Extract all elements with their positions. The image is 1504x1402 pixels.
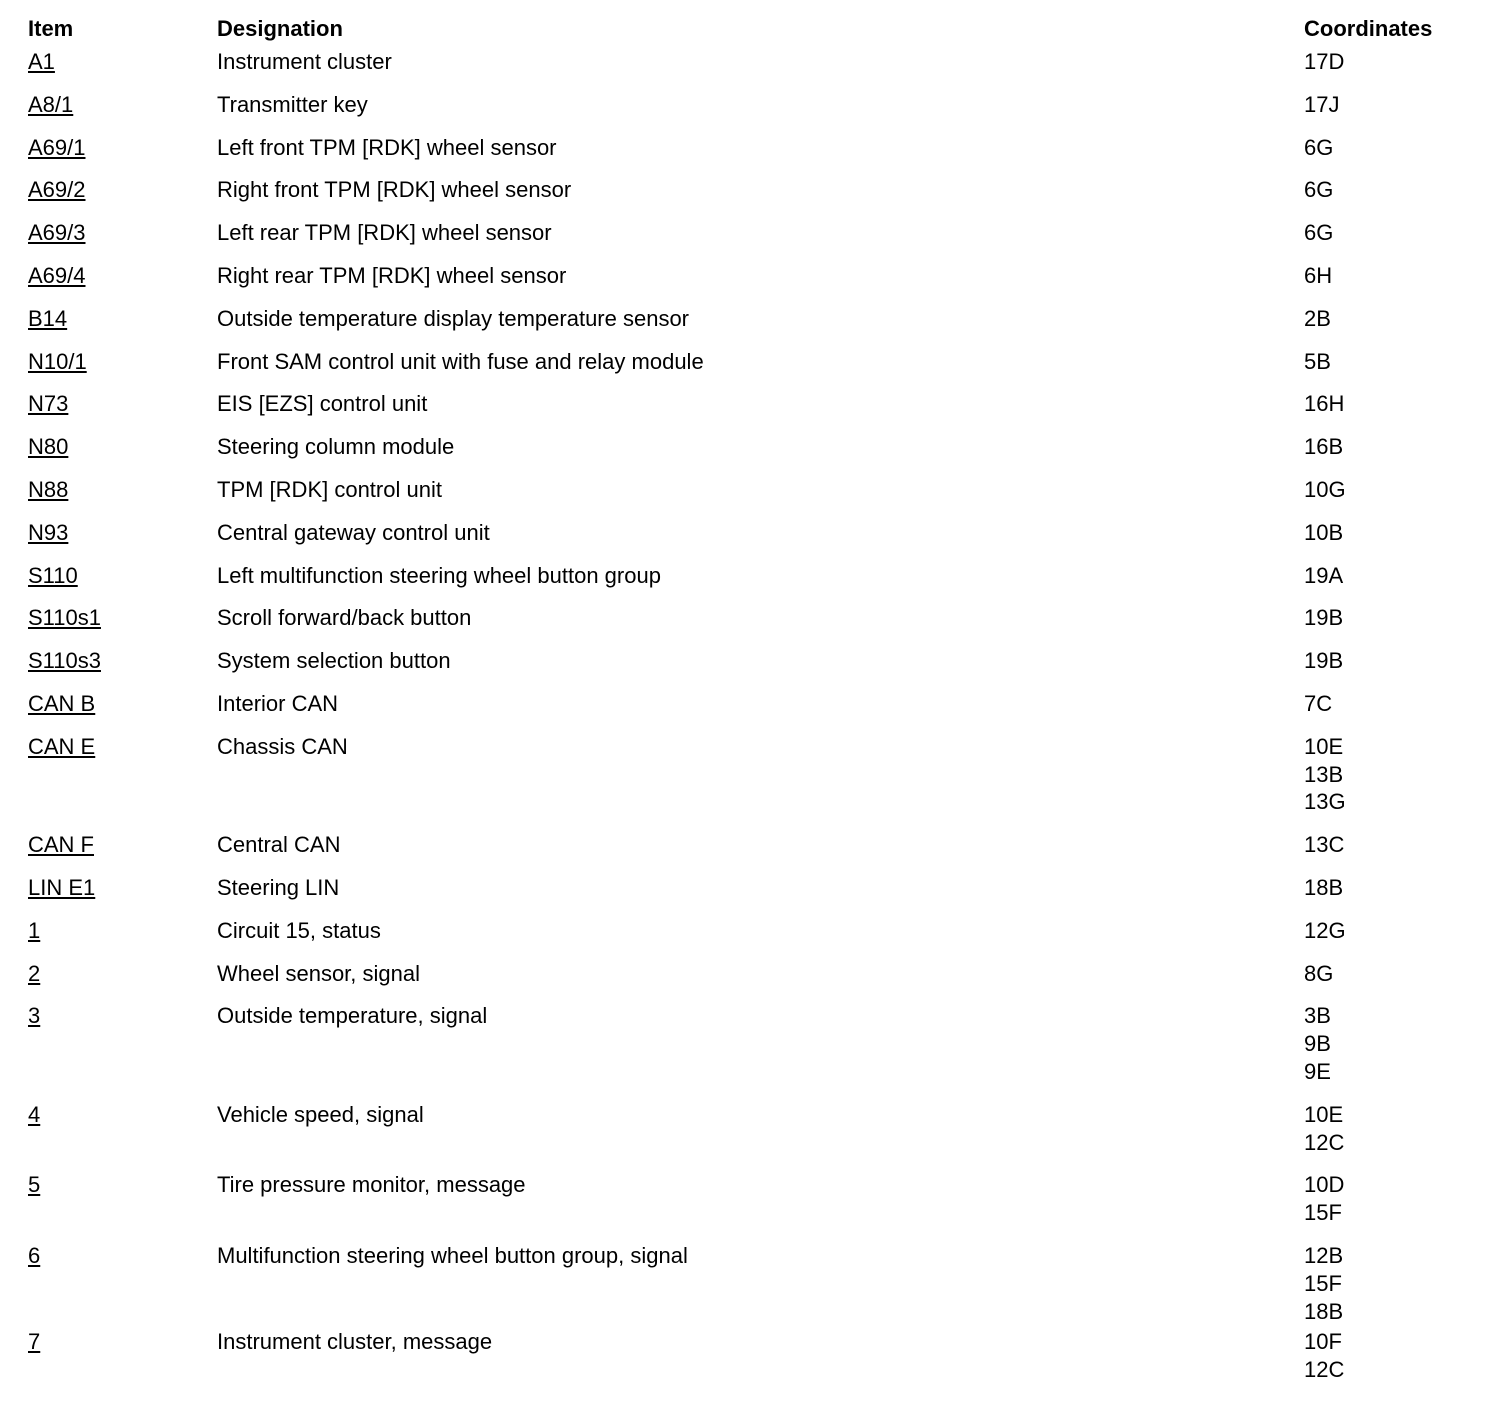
- coordinates-cell: [1304, 305, 1488, 333]
- designation-cell: TPM [RDK] control unit: [217, 476, 442, 502]
- coordinates-cell: [1304, 348, 1488, 376]
- coordinate-value: 12C: [1304, 1357, 1345, 1383]
- coordinate-value: 3B: [1304, 1003, 1331, 1029]
- coordinate-value: 10E: [1304, 1101, 1344, 1127]
- designation-cell: Central gateway control unit: [217, 519, 490, 545]
- item-link[interactable]: N93: [28, 519, 69, 545]
- item-link[interactable]: A69/1: [28, 134, 86, 160]
- coordinates-cell: [1304, 476, 1488, 504]
- item-link[interactable]: 4: [28, 1101, 41, 1127]
- coordinate-value: 13C: [1304, 832, 1345, 858]
- designation-cell: Steering LIN: [217, 874, 340, 900]
- coordinate-value: 19B: [1304, 648, 1344, 674]
- item-link[interactable]: N10/1: [28, 348, 87, 374]
- item-link[interactable]: CAN B: [28, 690, 96, 716]
- header-designation: Designation: [217, 16, 343, 41]
- table-row: [28, 690, 1488, 718]
- coordinates-cell: [1304, 176, 1488, 204]
- table-row: [28, 262, 1488, 290]
- table-row: [28, 176, 1488, 204]
- coordinates-cell: [1304, 390, 1488, 418]
- header-item: Item: [28, 16, 74, 41]
- table-row: [28, 1242, 1488, 1325]
- table-body: [28, 48, 1488, 1384]
- item-link[interactable]: 5: [28, 1172, 41, 1198]
- coordinates-cell: [1304, 433, 1488, 461]
- designation-cell: Steering column module: [217, 434, 455, 460]
- designation-cell: Tire pressure monitor, message: [217, 1172, 526, 1198]
- coordinate-value: 19B: [1304, 605, 1344, 631]
- item-link[interactable]: A8/1: [28, 91, 74, 117]
- coordinate-value: 10D: [1304, 1172, 1345, 1198]
- coordinate-value: 17J: [1304, 91, 1340, 117]
- coordinates-cell: [1304, 1242, 1488, 1325]
- item-link[interactable]: 1: [28, 917, 41, 943]
- designation-cell: Scroll forward/back button: [217, 605, 472, 631]
- table-row: [28, 519, 1488, 547]
- coordinate-value: 13B: [1304, 761, 1344, 787]
- coordinates-cell: [1304, 647, 1488, 675]
- coordinate-value: 12G: [1304, 917, 1346, 943]
- item-link[interactable]: 3: [28, 1003, 41, 1029]
- designation-cell: EIS [EZS] control unit: [217, 391, 428, 417]
- table-row: [28, 219, 1488, 247]
- coordinate-value: 9B: [1304, 1031, 1331, 1057]
- header-coordinates: Coordinates: [1304, 16, 1433, 41]
- designation-cell: Vehicle speed, signal: [217, 1101, 424, 1127]
- designation-cell: Outside temperature, signal: [217, 1003, 488, 1029]
- table-row: [28, 831, 1488, 859]
- designation-cell: Left rear TPM [RDK] wheel sensor: [217, 220, 552, 246]
- table-row: [28, 960, 1488, 988]
- coordinate-value: 12C: [1304, 1129, 1345, 1155]
- item-link[interactable]: A69/3: [28, 220, 86, 246]
- table-row: [28, 1328, 1488, 1384]
- coordinates-cell: [1304, 733, 1488, 816]
- item-link[interactable]: N80: [28, 434, 69, 460]
- item-link[interactable]: LIN E1: [28, 874, 96, 900]
- coordinate-value: 10F: [1304, 1329, 1342, 1355]
- coordinate-value: 12B: [1304, 1242, 1344, 1268]
- item-link[interactable]: S110s3: [28, 648, 101, 674]
- table-row: [28, 48, 1488, 76]
- coordinate-value: 15F: [1304, 1200, 1342, 1226]
- item-link[interactable]: CAN F: [28, 832, 94, 858]
- coordinate-value: 6G: [1304, 177, 1334, 203]
- table-row: [28, 1101, 1488, 1157]
- coordinates-cell: [1304, 690, 1488, 718]
- table-header: [28, 12, 1488, 48]
- coordinates-cell: [1304, 562, 1488, 590]
- item-link[interactable]: A1: [28, 49, 55, 74]
- designation-cell: System selection button: [217, 648, 451, 674]
- coordinate-value: 2B: [1304, 305, 1331, 331]
- coordinate-value: 15F: [1304, 1270, 1342, 1296]
- designation-cell: Front SAM control unit with fuse and relay module: [217, 348, 704, 374]
- coordinates-cell: [1304, 1171, 1488, 1227]
- coordinates-cell: [1304, 262, 1488, 290]
- table-row: [28, 917, 1488, 945]
- coordinate-value: 10E: [1304, 733, 1344, 759]
- coordinates-cell: [1304, 48, 1488, 76]
- designation-cell: Instrument cluster, message: [217, 1329, 493, 1355]
- designation-cell: Wheel sensor, signal: [217, 960, 420, 986]
- designation-cell: Chassis CAN: [217, 733, 348, 759]
- legend-table: [28, 12, 1488, 1387]
- coordinate-value: 7C: [1304, 690, 1333, 716]
- coordinates-cell: [1304, 134, 1488, 162]
- item-link[interactable]: A69/4: [28, 262, 86, 288]
- coordinate-value: 18B: [1304, 1298, 1344, 1324]
- item-link[interactable]: N88: [28, 476, 69, 502]
- item-link[interactable]: 6: [28, 1242, 41, 1268]
- coordinates-cell: [1304, 219, 1488, 247]
- designation-cell: Left multifunction steering wheel button group: [217, 562, 661, 588]
- designation-cell: Central CAN: [217, 832, 341, 858]
- table-row: [28, 134, 1488, 162]
- item-link[interactable]: 7: [28, 1329, 41, 1355]
- designation-cell: Interior CAN: [217, 690, 339, 716]
- coordinate-value: 17D: [1304, 49, 1345, 74]
- table-row: [28, 733, 1488, 816]
- coordinates-cell: [1304, 960, 1488, 988]
- table-row: [28, 91, 1488, 119]
- coordinate-value: 6H: [1304, 262, 1333, 288]
- coordinates-cell: [1304, 91, 1488, 119]
- item-link[interactable]: A69/2: [28, 177, 86, 203]
- table-row: [28, 433, 1488, 461]
- designation-cell: Right rear TPM [RDK] wheel sensor: [217, 262, 567, 288]
- coordinates-cell: [1304, 831, 1488, 859]
- table-row: [28, 604, 1488, 632]
- table-row: [28, 874, 1488, 902]
- coordinate-value: 9E: [1304, 1058, 1331, 1084]
- coordinate-value: 6G: [1304, 220, 1334, 246]
- coordinate-value: 8G: [1304, 960, 1334, 986]
- coordinate-value: 6G: [1304, 134, 1334, 160]
- item-link[interactable]: N73: [28, 391, 69, 417]
- designation-cell: Left front TPM [RDK] wheel sensor: [217, 134, 557, 160]
- item-link[interactable]: CAN E: [28, 733, 96, 759]
- designation-cell: Instrument cluster: [217, 49, 392, 74]
- coordinate-value: 16B: [1304, 434, 1344, 460]
- item-link[interactable]: 2: [28, 960, 41, 986]
- designation-cell: Multifunction steering wheel button group, signal: [217, 1242, 688, 1268]
- table-row: [28, 476, 1488, 504]
- designation-cell: Outside temperature display temperature sensor: [217, 305, 690, 331]
- coordinates-cell: [1304, 519, 1488, 547]
- coordinates-cell: [1304, 604, 1488, 632]
- table-row: [28, 647, 1488, 675]
- coordinate-value: 18B: [1304, 874, 1344, 900]
- coordinates-cell: [1304, 874, 1488, 902]
- coordinate-value: 10B: [1304, 519, 1344, 545]
- table-row: [28, 1002, 1488, 1085]
- table-row: [28, 390, 1488, 418]
- coordinate-value: 16H: [1304, 391, 1345, 417]
- coordinate-value: 19A: [1304, 562, 1344, 588]
- coordinate-value: 13G: [1304, 789, 1346, 815]
- designation-cell: Circuit 15, status: [217, 917, 381, 943]
- coordinate-value: 5B: [1304, 348, 1331, 374]
- coordinates-cell: [1304, 917, 1488, 945]
- coordinate-value: 10G: [1304, 476, 1346, 502]
- coordinates-cell: [1304, 1328, 1488, 1384]
- item-link[interactable]: S110s1: [28, 605, 101, 631]
- designation-cell: Right front TPM [RDK] wheel sensor: [217, 177, 572, 203]
- table-row: [28, 1171, 1488, 1227]
- designation-cell: Transmitter key: [217, 91, 368, 117]
- coordinates-cell: [1304, 1002, 1488, 1085]
- table-row: [28, 562, 1488, 590]
- item-link[interactable]: B14: [28, 305, 68, 331]
- table-row: [28, 305, 1488, 333]
- item-link[interactable]: S110: [28, 562, 78, 588]
- table-row: [28, 348, 1488, 376]
- coordinates-cell: [1304, 1101, 1488, 1157]
